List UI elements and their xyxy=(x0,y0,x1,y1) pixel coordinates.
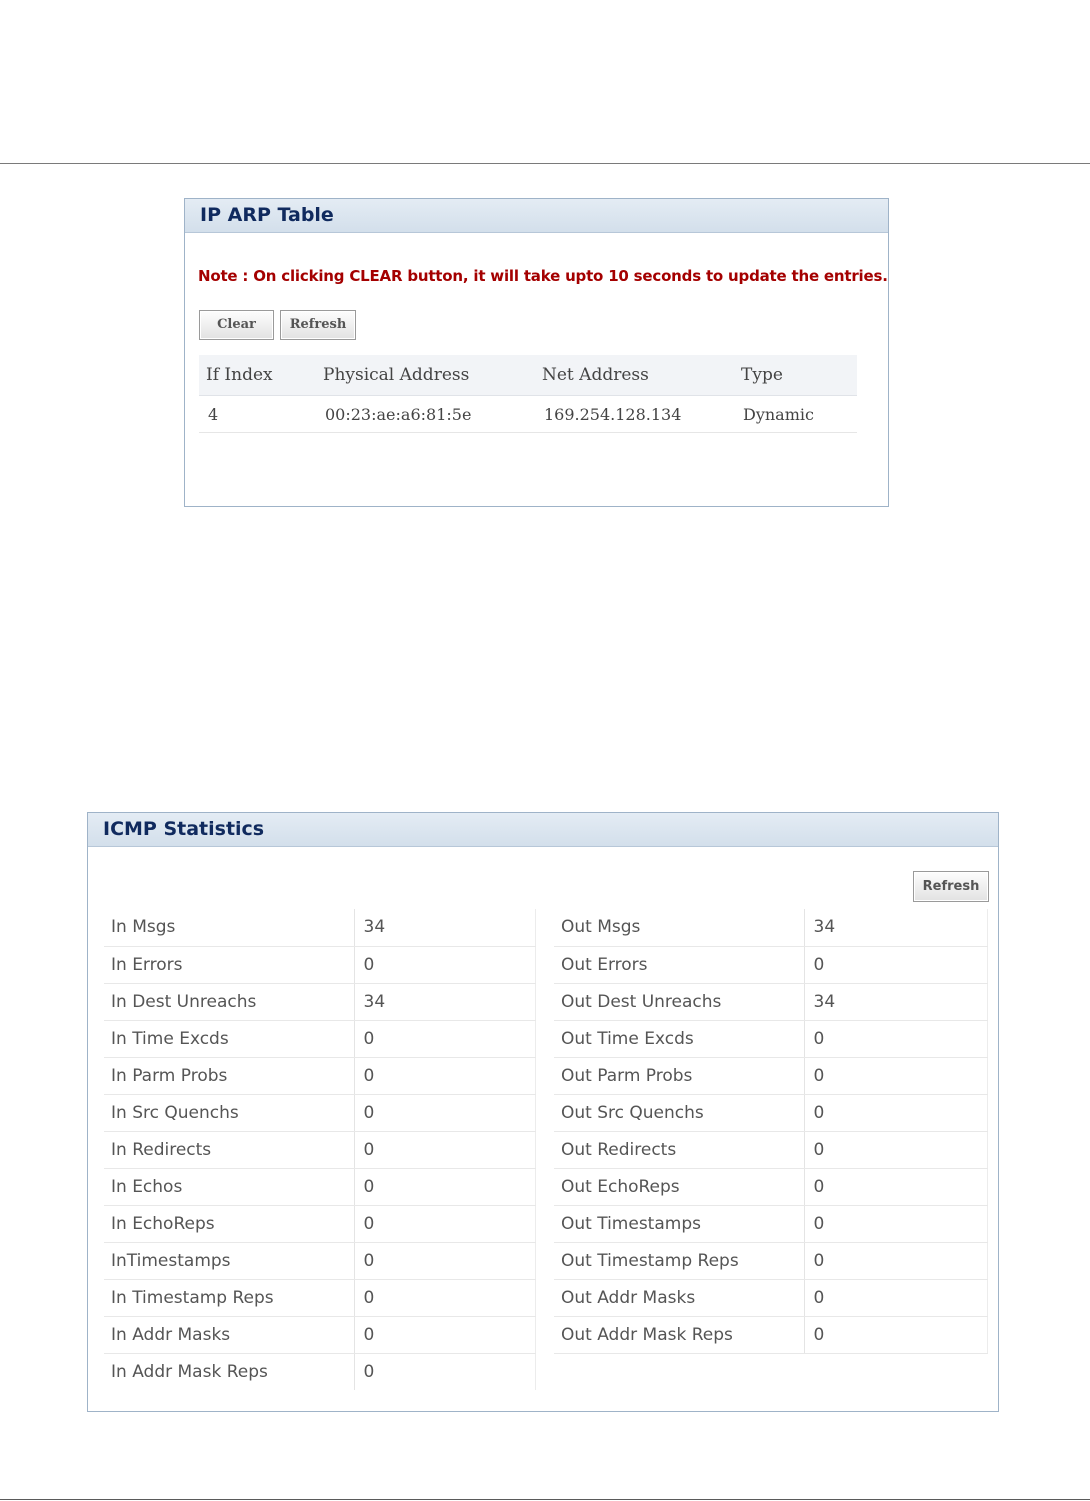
table-row xyxy=(104,1353,536,1390)
stat-label: In Timestamp Reps xyxy=(104,1279,354,1316)
col-net-address: Net Address xyxy=(535,355,734,396)
table-row xyxy=(104,1094,536,1131)
table-row xyxy=(554,946,988,983)
table-row xyxy=(554,1168,988,1205)
stat-label: In Msgs xyxy=(104,909,354,946)
stat-value: 0 xyxy=(354,1242,536,1279)
stat-value: 34 xyxy=(804,909,988,946)
stat-value: 0 xyxy=(354,1131,536,1168)
table-row xyxy=(554,1131,988,1168)
stat-value: 0 xyxy=(804,1205,988,1242)
table-row xyxy=(554,983,988,1020)
stat-value: 0 xyxy=(354,1057,536,1094)
icmp-panel-title: ICMP Statistics xyxy=(88,813,998,847)
table-row xyxy=(104,1168,536,1205)
table-row xyxy=(104,1020,536,1057)
stat-value: 0 xyxy=(804,1057,988,1094)
table-row xyxy=(554,1094,988,1131)
stat-label: In Redirects xyxy=(104,1131,354,1168)
col-type: Type xyxy=(734,355,857,396)
stat-label: Out Src Quenchs xyxy=(554,1094,804,1131)
table-row xyxy=(104,909,536,946)
cell-net-address: 169.254.128.134 xyxy=(535,396,734,433)
ip-arp-table-panel xyxy=(184,198,889,507)
arp-panel-title: IP ARP Table xyxy=(185,199,888,233)
stat-value: 0 xyxy=(804,1131,988,1168)
stat-value: 0 xyxy=(804,1242,988,1279)
col-if-index: If Index xyxy=(199,355,316,396)
stat-value: 0 xyxy=(354,1279,536,1316)
stat-label: Out Redirects xyxy=(554,1131,804,1168)
stat-label: In Dest Unreachs xyxy=(104,983,354,1020)
table-row xyxy=(554,1279,988,1316)
stat-label: Out Parm Probs xyxy=(554,1057,804,1094)
stat-label: Out EchoReps xyxy=(554,1168,804,1205)
table-row xyxy=(199,396,857,433)
stat-value: 0 xyxy=(354,1020,536,1057)
table-row xyxy=(554,1057,988,1094)
stat-label: Out Time Excds xyxy=(554,1020,804,1057)
cell-type: Dynamic xyxy=(734,396,857,433)
stat-value: 0 xyxy=(354,1094,536,1131)
table-row xyxy=(554,1205,988,1242)
table-row xyxy=(104,1316,536,1353)
table-row xyxy=(104,1057,536,1094)
arp-table xyxy=(199,355,857,433)
table-row xyxy=(104,1279,536,1316)
arp-clear-note: Note : On clicking CLEAR button, it will take upto 10 seconds to update the entries. xyxy=(198,267,888,285)
table-row xyxy=(554,909,988,946)
stat-value: 0 xyxy=(804,1020,988,1057)
table-row xyxy=(104,946,536,983)
stat-label: In Src Quenchs xyxy=(104,1094,354,1131)
icmp-in-stats-table xyxy=(104,909,536,1390)
stat-label: Out Timestamp Reps xyxy=(554,1242,804,1279)
stat-label: In EchoReps xyxy=(104,1205,354,1242)
stat-label: Out Dest Unreachs xyxy=(554,983,804,1020)
stat-value: 0 xyxy=(804,1316,988,1353)
stat-value: 0 xyxy=(804,1168,988,1205)
stat-value: 0 xyxy=(354,1316,536,1353)
table-row xyxy=(554,1242,988,1279)
stat-label: In Errors xyxy=(104,946,354,983)
stat-value: 34 xyxy=(354,983,536,1020)
arp-refresh-button[interactable]: Refresh xyxy=(280,310,356,340)
stat-value: 0 xyxy=(354,946,536,983)
stat-label: In Time Excds xyxy=(104,1020,354,1057)
arp-table-header-row xyxy=(199,355,857,396)
bottom-divider xyxy=(0,1499,1090,1500)
table-row xyxy=(104,983,536,1020)
icmp-out-stats-table xyxy=(554,909,988,1354)
stat-label: Out Addr Masks xyxy=(554,1279,804,1316)
stat-label: Out Errors xyxy=(554,946,804,983)
stat-value: 0 xyxy=(804,1094,988,1131)
icmp-statistics-panel xyxy=(87,812,999,1412)
cell-physical-address: 00:23:ae:a6:81:5e xyxy=(316,396,535,433)
stat-label: Out Msgs xyxy=(554,909,804,946)
table-row xyxy=(104,1131,536,1168)
icmp-refresh-button[interactable]: Refresh xyxy=(913,871,989,902)
stat-value: 0 xyxy=(804,1279,988,1316)
cell-if-index: 4 xyxy=(199,396,316,433)
stat-value: 0 xyxy=(354,1168,536,1205)
stat-label: In Parm Probs xyxy=(104,1057,354,1094)
stat-value: 34 xyxy=(354,909,536,946)
clear-button[interactable]: Clear xyxy=(199,310,274,340)
stat-label: In Echos xyxy=(104,1168,354,1205)
top-divider xyxy=(0,163,1090,164)
stat-value: 0 xyxy=(354,1205,536,1242)
stat-label: Out Addr Mask Reps xyxy=(554,1316,804,1353)
table-row xyxy=(104,1242,536,1279)
table-row xyxy=(104,1205,536,1242)
stat-label: Out Timestamps xyxy=(554,1205,804,1242)
stat-label: InTimestamps xyxy=(104,1242,354,1279)
stat-label: In Addr Masks xyxy=(104,1316,354,1353)
stat-value: 0 xyxy=(804,946,988,983)
stat-value: 34 xyxy=(804,983,988,1020)
table-row xyxy=(554,1020,988,1057)
col-physical-address: Physical Address xyxy=(316,355,535,396)
stat-value: 0 xyxy=(354,1353,536,1390)
stat-label: In Addr Mask Reps xyxy=(111,1361,268,1382)
table-row xyxy=(554,1316,988,1353)
